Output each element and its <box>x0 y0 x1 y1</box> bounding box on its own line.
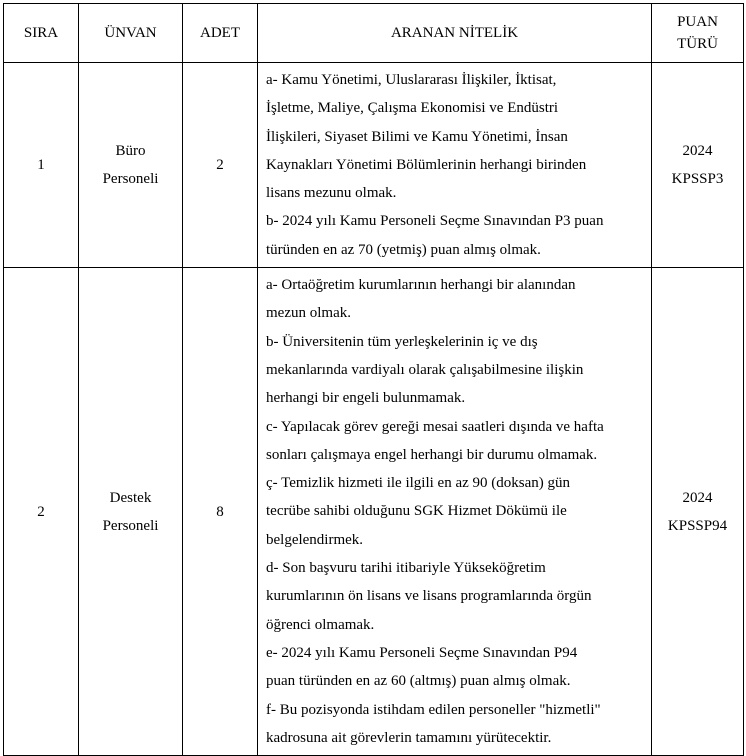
table-row <box>4 63 744 268</box>
row-1-nitelik-line: türünden en az 70 (yetmiş) puan almış olmak. <box>266 241 541 258</box>
row-1-sira: 1 <box>4 63 79 268</box>
row-2-nitelik-line: öğrenci olmamak. <box>266 616 375 633</box>
row-2-nitelik-line: herhangi bir engeli bulunmamak. <box>266 390 466 407</box>
row-2-unvan-line-1: Destek <box>109 489 152 506</box>
row-2-nitelik <box>258 268 652 756</box>
row-2-unvan-line-2: Personeli <box>102 517 159 534</box>
header-puan-line-2: TÜRÜ <box>677 36 718 52</box>
row-2-nitelik-line: kadrosuna ait görevlerin tamamını yürütecektir. <box>266 729 552 746</box>
row-2-unvan <box>79 268 183 756</box>
row-1-nitelik-line: İşletme, Maliye, Çalışma Ekonomisi ve Endüstri <box>266 100 559 117</box>
row-2-nitelik-line: puan türünden en az 60 (altmış) puan almış olmak. <box>266 673 571 690</box>
row-1-nitelik-line: İlişkileri, Siyaset Bilimi ve Kamu Yönetimi, İnsan <box>266 128 568 145</box>
row-1-puan-line-2: KPSSP3 <box>671 171 724 188</box>
row-1-nitelik-line: b- 2024 yılı Kamu Personeli Seçme Sınavından P3 puan <box>266 213 604 230</box>
row-1-adet: 2 <box>183 63 258 268</box>
row-1-unvan-line-1: Büro <box>115 143 146 160</box>
row-2-puan-line-1: 2024 <box>682 489 713 506</box>
table-header-row <box>4 4 744 63</box>
row-1-nitelik-line: a- Kamu Yönetimi, Uluslararası İlişkiler, İktisat, <box>266 72 557 88</box>
row-2-nitelik-line: mekanlarında vardiyalı olarak çalışabilmesine ilişkin <box>266 361 584 378</box>
row-2-sira: 2 <box>4 268 79 756</box>
header-puan-turu <box>652 4 744 63</box>
row-2-nitelik-line: tecrübe sahibi olduğunu SGK Hizmet Dökümü ile <box>266 503 567 520</box>
row-1-puan-line-1: 2024 <box>682 143 713 160</box>
row-2-puan-turu <box>652 268 744 756</box>
requirements-table <box>3 3 744 756</box>
row-2-puan-line-2: KPSSP94 <box>667 517 728 534</box>
row-2-nitelik-line: f- Bu pozisyonda istihdam edilen personeller "hizmetli" <box>266 701 601 718</box>
table-row <box>4 268 744 756</box>
header-adet: ADET <box>183 4 258 63</box>
header-puan-line-1: PUAN <box>677 14 718 30</box>
row-2-nitelik-line: d- Son başvuru tarihi itibariyle Yükseköğretim <box>266 560 546 577</box>
header-nitelik: ARANAN NİTELİK <box>258 4 652 63</box>
row-2-nitelik-line: e- 2024 yılı Kamu Personeli Seçme Sınavından P94 <box>266 644 578 661</box>
row-2-nitelik-line: a- Ortaöğretim kurumlarının herhangi bir alanından <box>266 277 576 294</box>
header-unvan: ÜNVAN <box>79 4 183 63</box>
row-2-nitelik-line: kurumlarının ön lisans ve lisans programlarında örgün <box>266 588 592 605</box>
row-2-nitelik-line: sonları çalışmaya engel herhangi bir durumu olmamak. <box>266 446 598 463</box>
header-sira: SIRA <box>4 4 79 63</box>
row-1-unvan <box>79 63 183 268</box>
row-2-nitelik-line: mezun olmak. <box>266 305 351 322</box>
row-1-nitelik-line: lisans mezunu olmak. <box>266 185 397 202</box>
row-1-puan-turu <box>652 63 744 268</box>
row-2-adet: 8 <box>183 268 258 756</box>
row-2-nitelik-line: belgelendirmek. <box>266 531 364 548</box>
row-1-unvan-line-2: Personeli <box>102 171 159 188</box>
row-1-nitelik-line: Kaynakları Yönetimi Bölümlerinin herhangi birinden <box>266 156 587 173</box>
row-2-nitelik-line: b- Üniversitenin tüm yerleşkelerinin iç ve dış <box>266 333 538 350</box>
row-2-nitelik-line: ç- Temizlik hizmeti ile ilgili en az 90 (doksan) gün <box>266 475 571 492</box>
row-2-nitelik-line: c- Yapılacak görev gereği mesai saatleri dışında ve hafta <box>266 418 604 435</box>
row-1-nitelik <box>258 63 652 268</box>
